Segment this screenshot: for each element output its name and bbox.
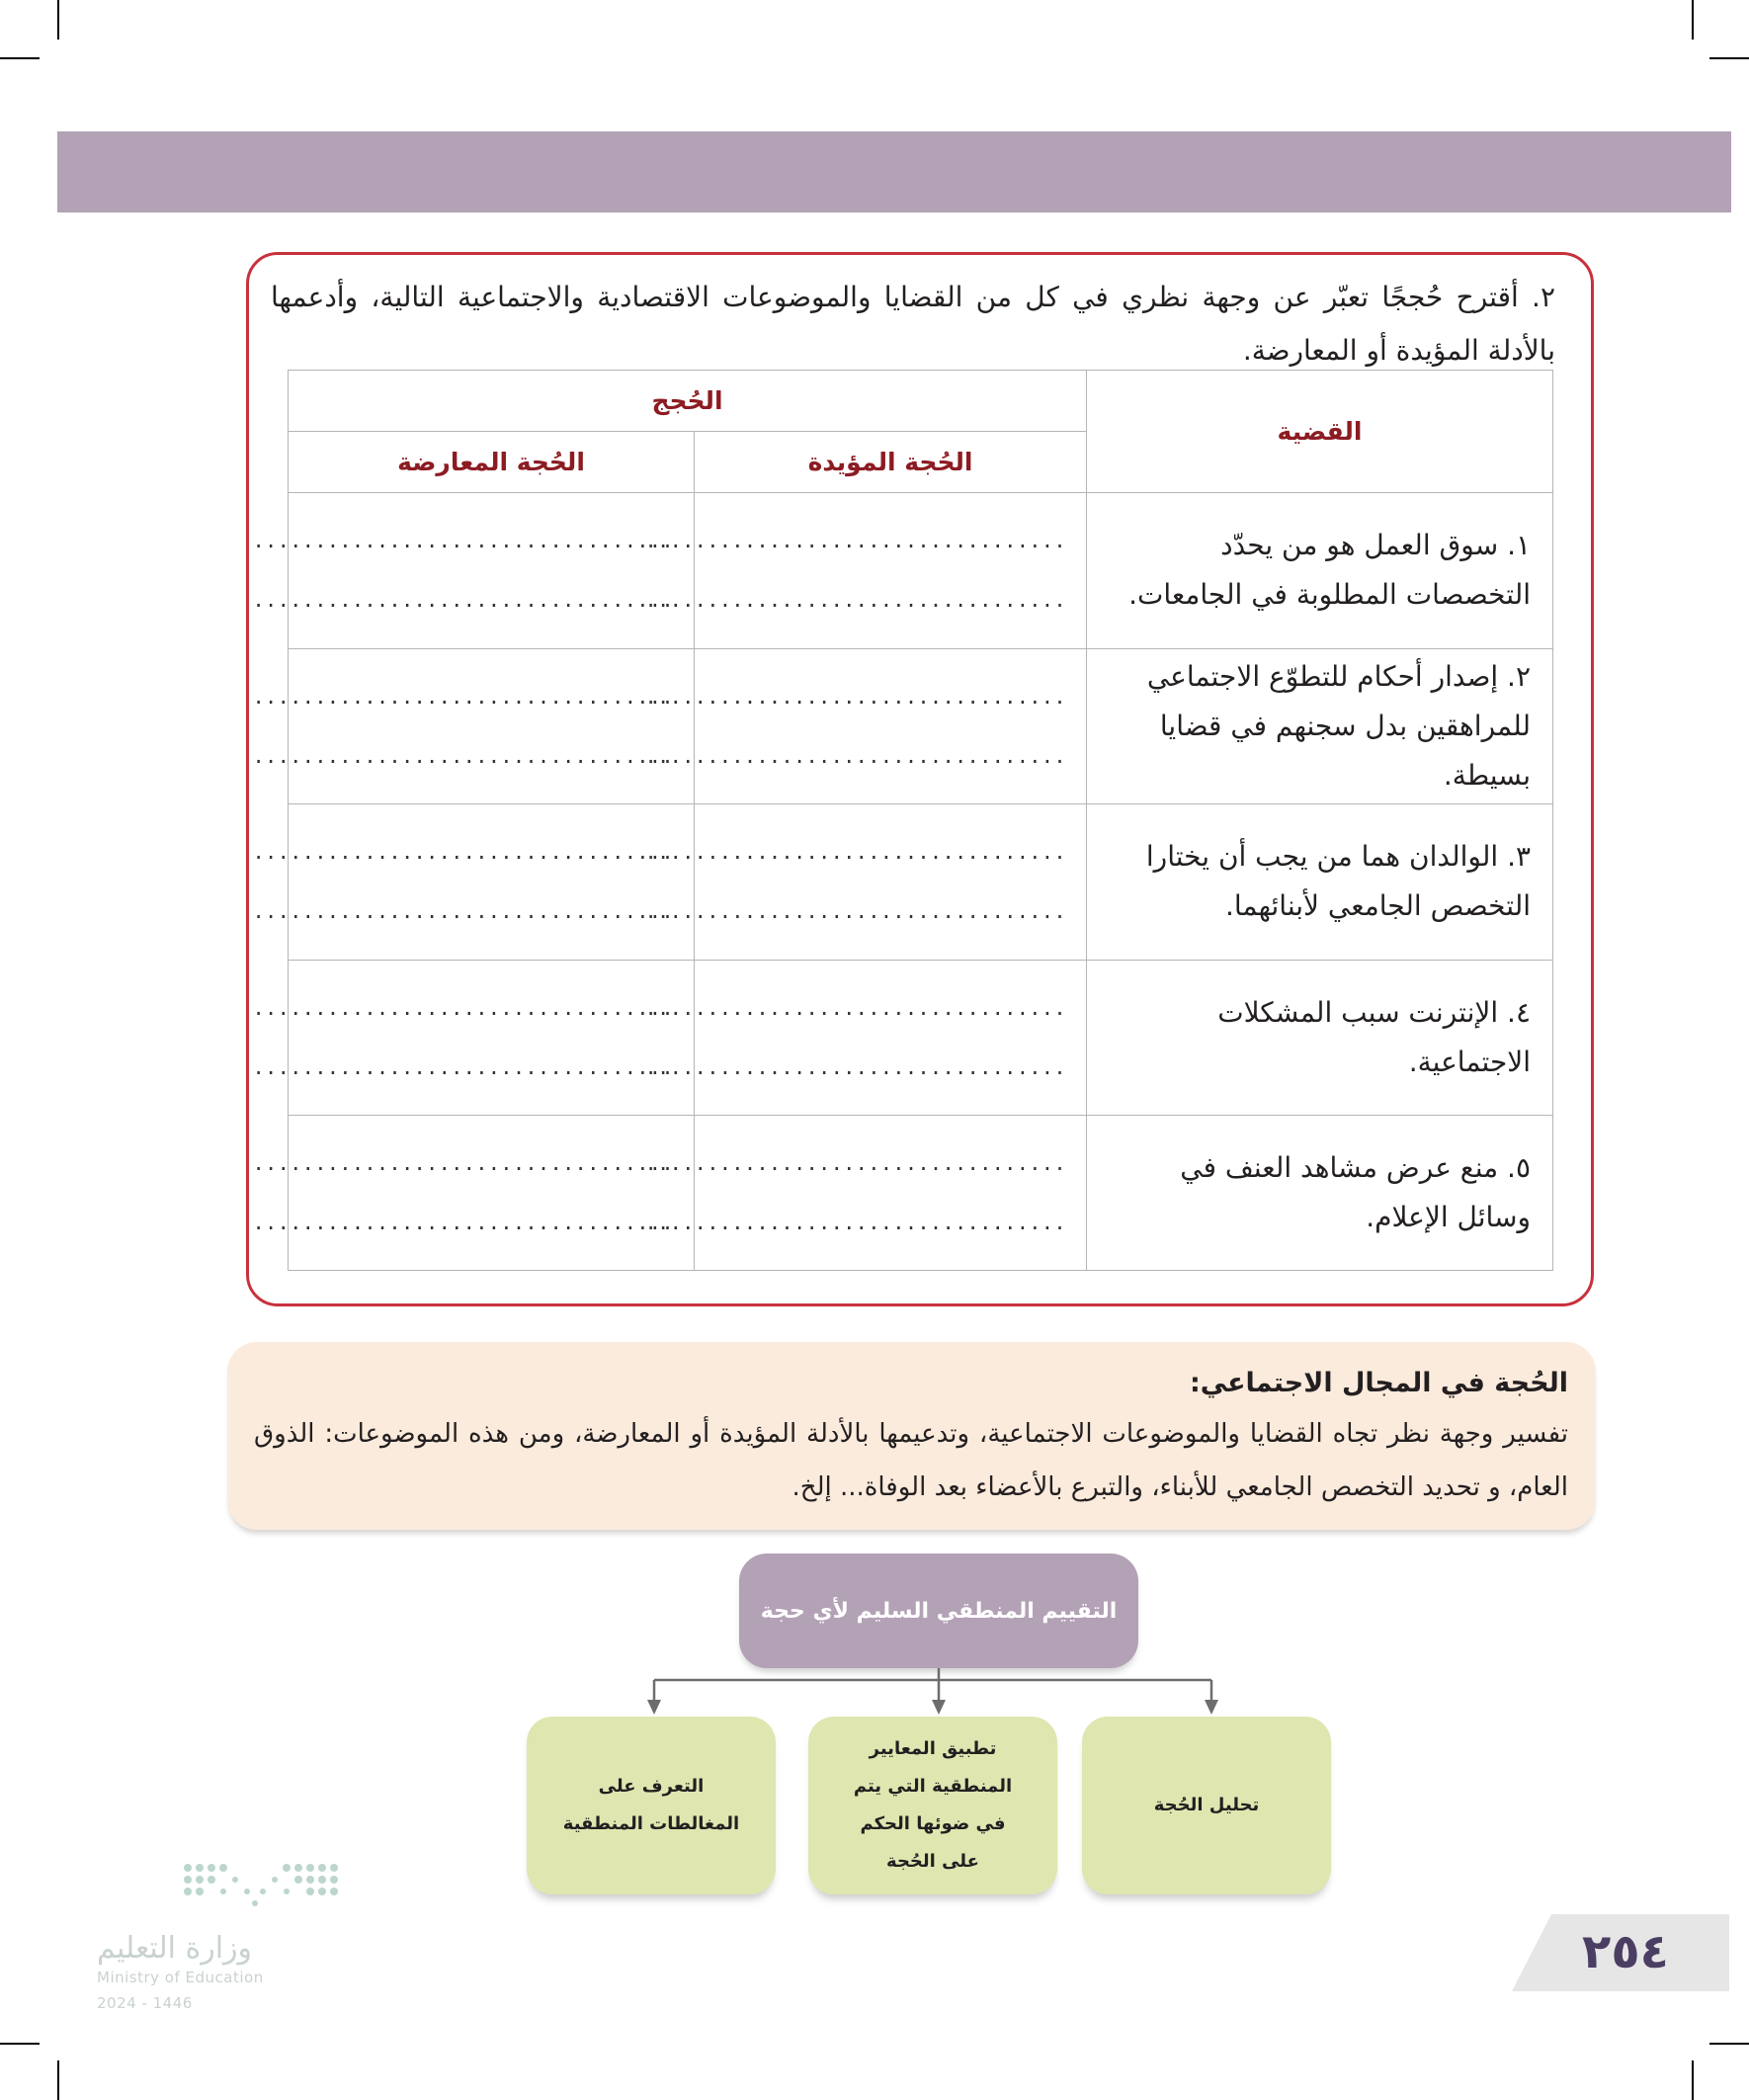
header-arguments: الحُجج — [289, 371, 1087, 432]
answer-line[interactable]: .................................. — [252, 588, 675, 613]
answer-line[interactable]: .................................. — [252, 1055, 675, 1080]
header-opposing: الحُجة المعارضة — [289, 432, 695, 493]
arrow-down-icon — [1205, 1700, 1218, 1715]
flow-node-label: التعرف على المغالطات المنطقية — [562, 1776, 740, 1834]
issue-cell: ٢. إصدار أحكام للتطوّع الاجتماعي للمراهقين بدل سجنهم في قضايا بسيطة. — [1087, 648, 1553, 804]
answer-line[interactable]: .................................. — [252, 1211, 675, 1235]
arrow-down-icon — [647, 1700, 661, 1715]
issue-cell: ٥. منع عرض مشاهد العنف في وسائل الإعلام. — [1087, 1116, 1553, 1271]
flow-node-label: تحليل الحُجة — [1153, 1795, 1260, 1815]
answer-line[interactable]: .................................. — [644, 529, 1067, 553]
answer-line[interactable]: .................................. — [252, 840, 675, 865]
answer-line[interactable]: .................................. — [644, 743, 1067, 768]
ministry-name-en: Ministry of Education — [97, 1969, 264, 1986]
issue-cell: ١. سوق العمل هو من يحدّد التخصصات المطلوبة في الجامعات. — [1087, 493, 1553, 649]
flow-node-fallacies — [527, 1717, 776, 1894]
ministry-logo-icon — [178, 1858, 356, 1917]
answer-line[interactable]: .................................. — [644, 840, 1067, 865]
exercise-prompt: ٢. أقترح حُججًا تعبّر عن وجهة نظري في كل من القضايا والموضوعات الاقتصادية والاجتماعية التالية، وأدعمها بالأدلة المؤيدة أو المعارضة. — [271, 281, 1555, 367]
note-body: تفسير وجهة نظر تجاه القضايا والموضوعات الاجتماعية، وتدعيمها بالأدلة المؤيدة أو المعارضة، ومن هذه الموضوعات: الذوق العام، و تحديد التخصص الجامعي للأبناء، والتبرع بالأعضاء بعد الوفاة... إلخ. — [254, 1419, 1568, 1502]
answer-line[interactable]: .................................. — [252, 743, 675, 768]
answer-line[interactable]: .................................. — [252, 1151, 675, 1176]
answer-line[interactable]: .................................. — [252, 529, 675, 553]
flowchart-root: التقييم المنطقي السليم لأي حجة — [739, 1554, 1138, 1668]
answer-line[interactable]: .................................. — [644, 684, 1067, 709]
answer-line[interactable]: .................................. — [644, 1211, 1067, 1235]
ministry-name-ar: وزارة التعليم — [97, 1931, 253, 1966]
issue-cell: ٣. الوالدان هما من يجب أن يختارا التخصص الجامعي لأبنائهما. — [1087, 804, 1553, 961]
answer-line[interactable]: .................................. — [644, 1055, 1067, 1080]
arrow-down-icon — [932, 1700, 946, 1715]
answer-line[interactable]: .................................. — [644, 899, 1067, 924]
flow-node-apply-criteria — [808, 1717, 1057, 1894]
edition-year: 2024 - 1446 — [97, 1994, 193, 2012]
answer-line[interactable]: .................................. — [252, 996, 675, 1021]
flow-node-label: تطبيق المعايير المنطقية التي يتم في ضوئها الحكم على الحُجة — [853, 1738, 1013, 1872]
note-title: الحُجة في المجال الاجتماعي: — [1189, 1368, 1568, 1398]
flow-node-analyze — [1082, 1717, 1331, 1894]
answer-line[interactable]: .................................. — [252, 899, 675, 924]
header-supporting: الحُجة المؤيدة — [695, 432, 1087, 493]
answer-line[interactable]: .................................. — [252, 684, 675, 709]
issue-cell: ٤. الإنترنت سبب المشكلات الاجتماعية. — [1087, 960, 1553, 1116]
answer-line[interactable]: .................................. — [644, 588, 1067, 613]
answer-line[interactable]: .................................. — [644, 1151, 1067, 1176]
header-issue: القضية — [1087, 371, 1553, 493]
page-number: ٢٥٤ — [1582, 1924, 1669, 1979]
answer-line[interactable]: .................................. — [644, 996, 1067, 1021]
